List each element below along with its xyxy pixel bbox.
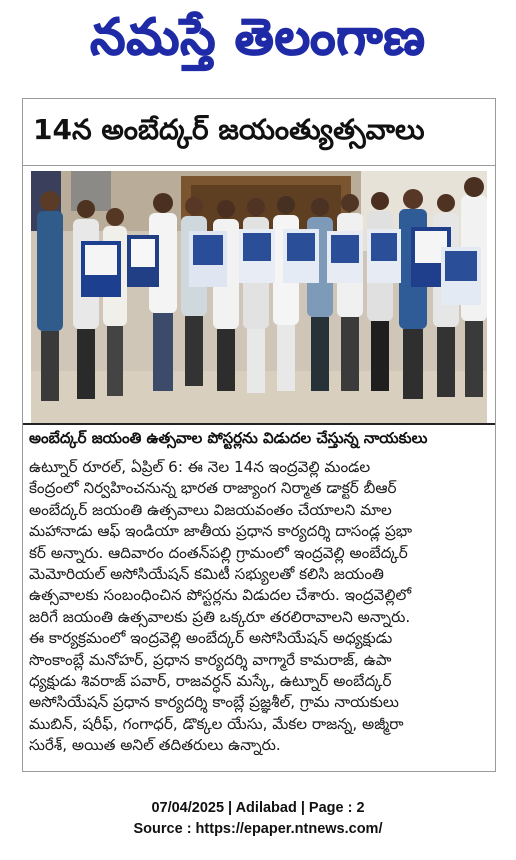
newspaper-masthead — [0, 0, 516, 92]
body-line: మెమోరియల్ అసోసియేషన్ కమిటీ సభ్యులతో కలిసి జయంతి — [29, 565, 384, 584]
body-line: అంబేద్కర్ జయంతి ఉత్సవాలు విజయవంతం చేయాలని మాల — [29, 500, 392, 519]
body-line: ధ్యక్షుడు శివరాజ్ పవార్, రాజవర్ధన్ మస్కే, ఉట్నూర్ అంబేద్కర్ — [29, 672, 392, 691]
news-photo — [31, 171, 487, 423]
body-line: అసోసియేషన్ ప్రధాన కార్యదర్శి కాంబ్లే ప్రజ్ఞశీల్, గ్రామ నాయకులు — [29, 693, 399, 712]
article-clipping — [22, 98, 496, 772]
body-line: ఈ కార్యక్రమంలో ఇంద్రవెల్లి అంబేద్కర్ అసోసియేషన్ అధ్యక్షుడు — [29, 629, 393, 648]
caption-divider — [23, 423, 495, 425]
body-line: ముబిన్, షరీఫ్, గంగాధర్, డొక్కల యేసు, మేకల రాజన్న, అజ్మీరా — [29, 714, 404, 733]
masthead-title: నమస్తే తెలంగాణ — [90, 8, 426, 66]
body-line: సురేశ్, అయిత అనిల్ తదితరులు ఉన్నారు. — [29, 736, 281, 755]
body-line: కేంద్రంలో నిర్వహించనున్న భారత రాజ్యాంగ నిర్మాత డాక్టర్ బీఆర్ — [29, 479, 397, 498]
body-line: సొంకాంబ్లే మనోహర్, ప్రధాన కార్యదర్శి వాగ్మారే కామరాజ్, ఉపా — [29, 650, 392, 669]
body-line: మహానాడు ఆఫ్ ఇండియా జాతీయ ప్రధాన కార్యదర్శి దాసండ్ల ప్రభా — [29, 522, 413, 541]
photo-caption: అంబేద్కర్ జయంతి ఉత్సవాల పోస్టర్లను విడుదల చేస్తున్న నాయకులు — [29, 429, 428, 447]
footer-source-line: Source : https://epaper.ntnews.com/ — [133, 821, 383, 837]
article-body — [29, 457, 491, 757]
body-line: జరిగే జయంతి ఉత్సవాలకు ప్రతి ఒక్కరూ తరలిరావాలని అన్నారు. — [29, 607, 411, 626]
body-line: కర్ అన్నారు. ఆదివారం దంతన్‌పల్లి గ్రామంలో ఇంద్రవెల్లి అంబేద్కర్ — [29, 543, 408, 562]
footer-date-line: 07/04/2025 | Adilabad | Page : 2 — [151, 800, 365, 816]
body-line: ఉత్సవాలకు సంబంధించిన పోస్టర్లను విడుదల చేశారు. ఇంద్రవెల్లిలో — [29, 586, 412, 605]
body-line: ఉట్నూర్ రూరల్, ఏప్రిల్ 6: ఈ నెల 14న ఇంద్రవెల్లి మండల — [29, 458, 371, 476]
article-headline: 14న అంబేద్కర్ జయంత్యుత్సవాలు — [33, 113, 425, 146]
headline-box — [23, 99, 495, 166]
